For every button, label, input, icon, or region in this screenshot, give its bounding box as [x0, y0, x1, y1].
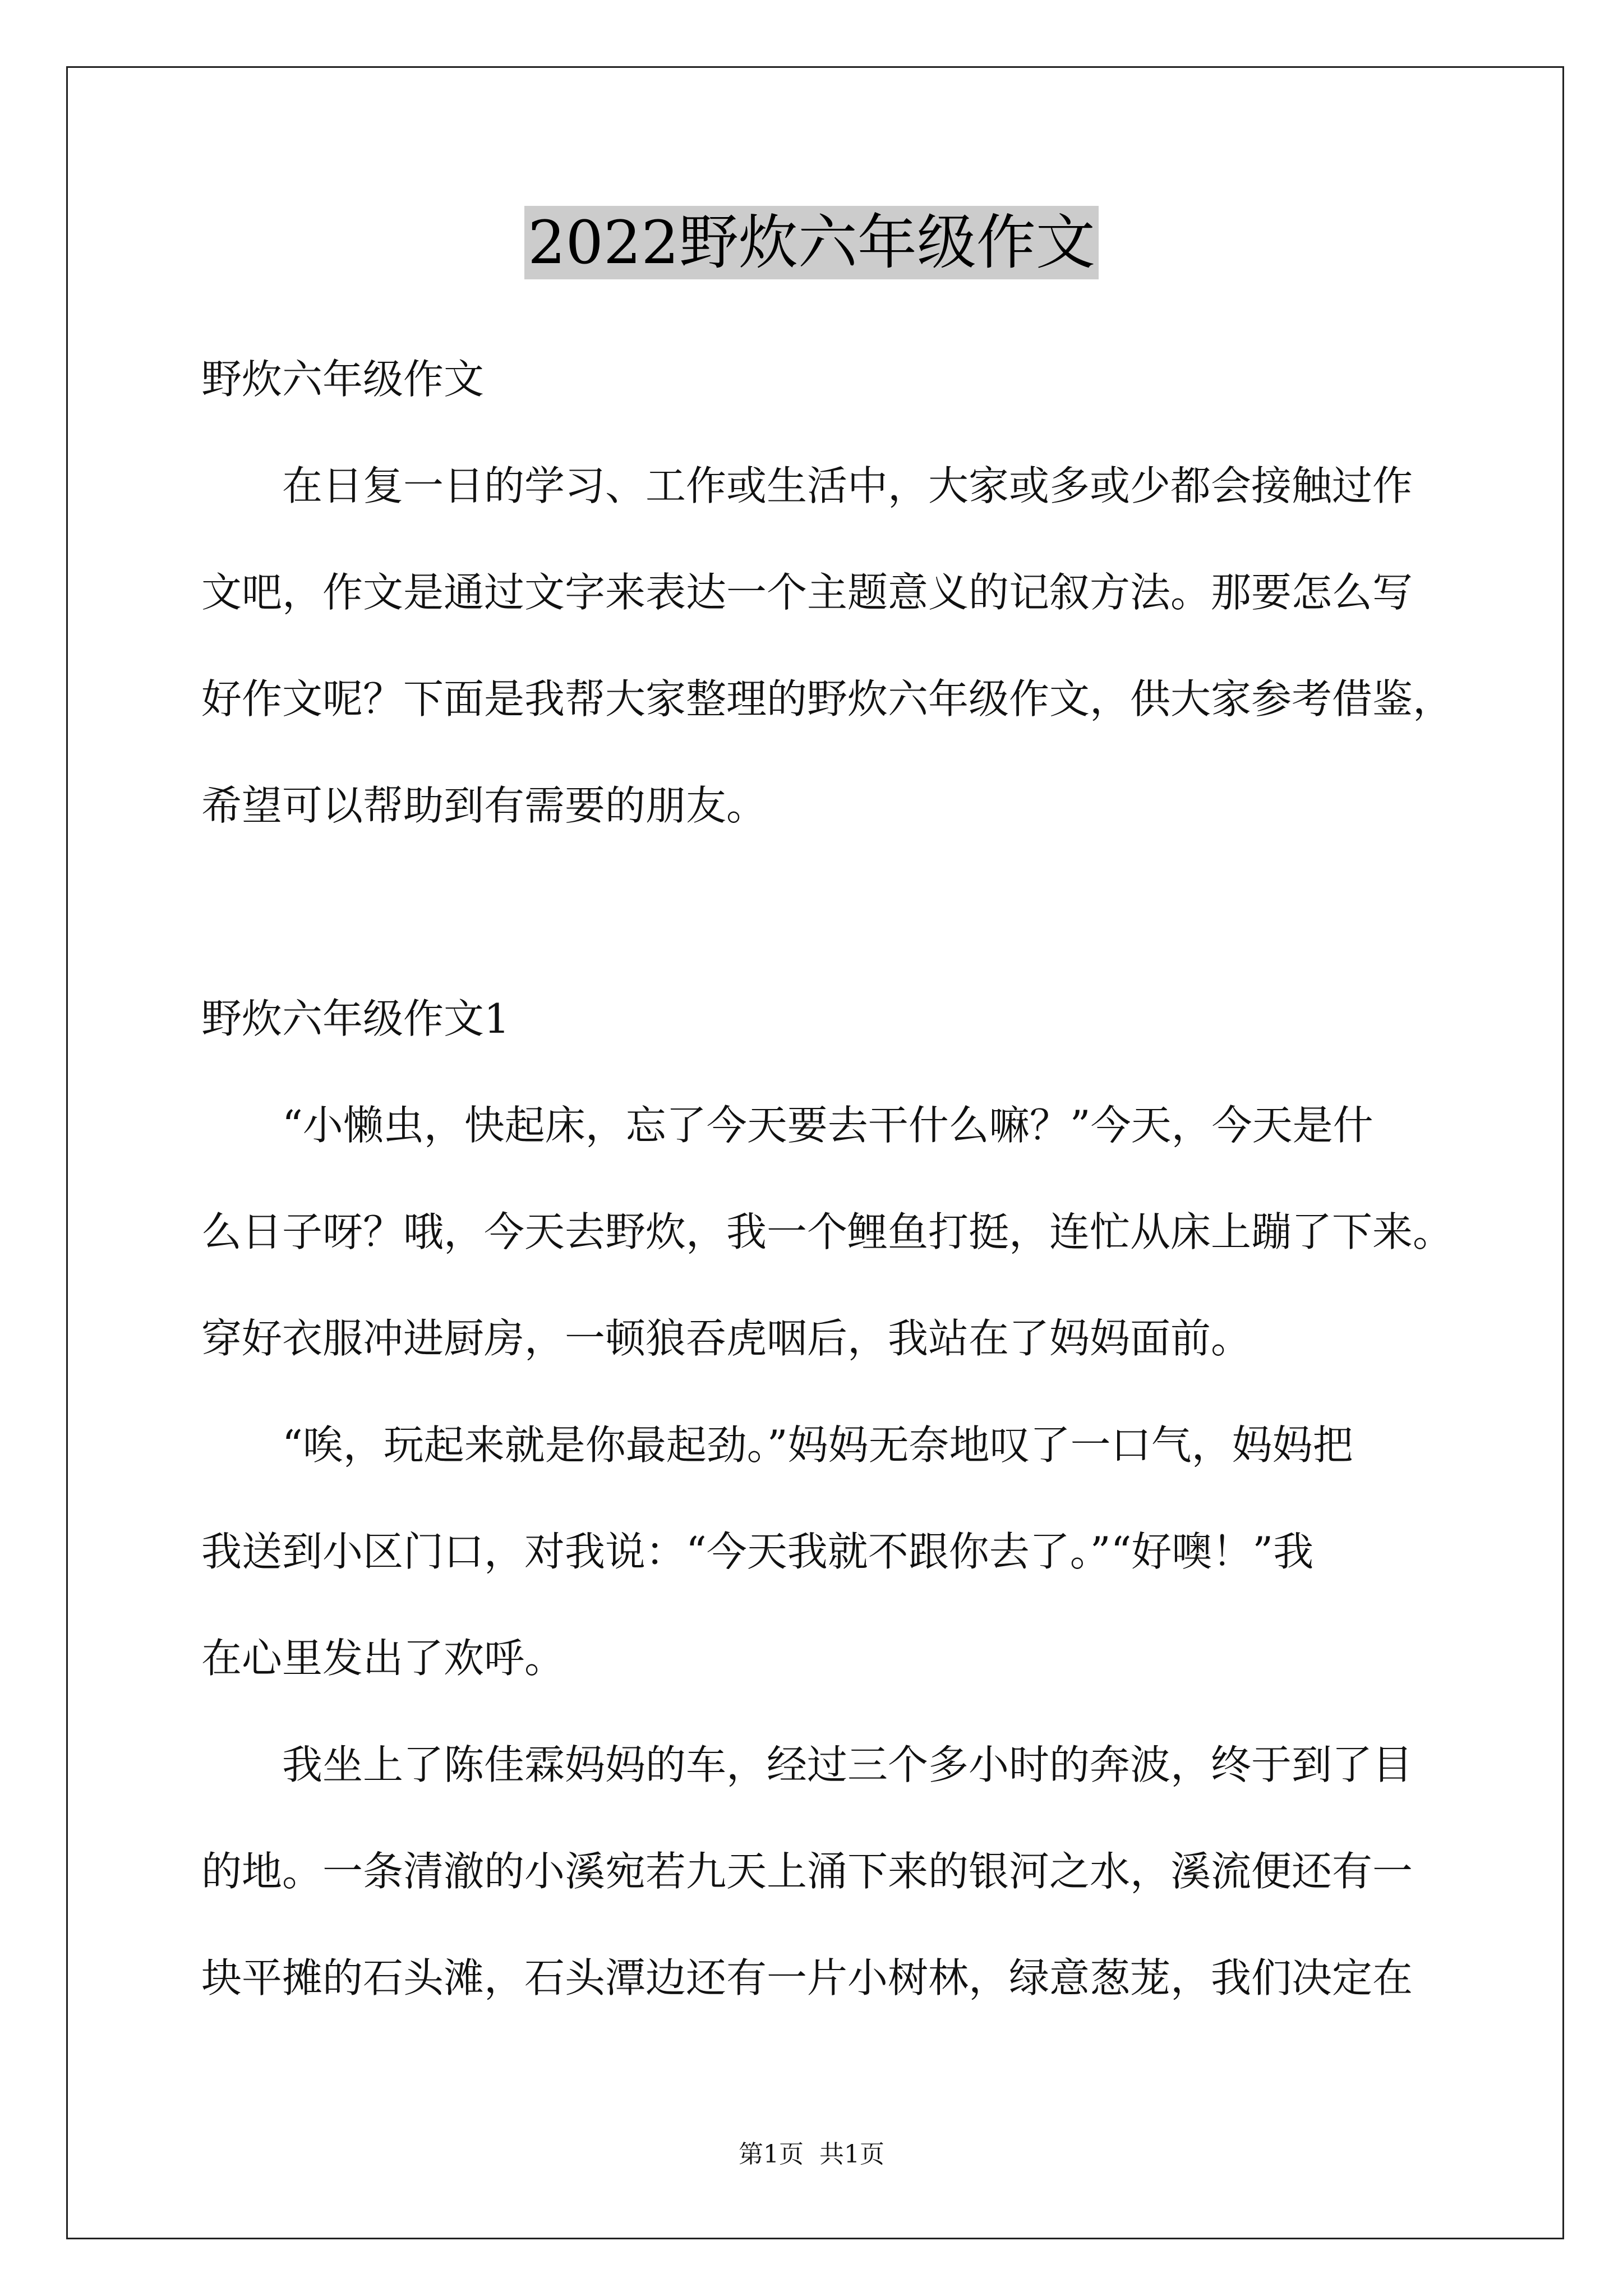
paragraph-line: 好作文呢？下面是我帮大家整理的野炊六年级作文，供大家参考借鉴，	[201, 675, 1454, 723]
paragraph-line: 块平摊的石头滩，石头潭边还有一片小树林，绿意葱茏，我们决定在	[201, 1954, 1413, 2001]
paragraph-line: 我送到小区门口，对我说：“今天我就不跟你去了。”“好噢！”我	[201, 1528, 1314, 1575]
title-area	[0, 206, 1623, 279]
paragraph-line: 希望可以帮助到有需要的朋友。	[201, 782, 767, 829]
paragraph	[201, 1392, 1525, 1711]
paragraph-line: 我坐上了陈佳霖妈妈的车，经过三个多小时的奔波，终于到了目	[282, 1741, 1413, 1788]
paragraph-line: 么日子呀？哦，今天去野炊，我一个鲤鱼打挺，连忙从床上蹦了下来。	[201, 1208, 1454, 1255]
section-heading: 野炊六年级作文1	[201, 995, 510, 1042]
blank-line	[201, 859, 1525, 965]
paragraph	[201, 1711, 1525, 2031]
paragraph-line: 穿好衣服冲进厨房，一顿狼吞虎咽后，我站在了妈妈面前。	[201, 1315, 1252, 1362]
paragraph	[201, 1072, 1525, 1392]
paragraph-line: 在日复一日的学习、工作或生活中，大家或多或少都会接触过作	[282, 462, 1413, 509]
paragraph-line: 在心里发出了欢呼。	[201, 1635, 565, 1682]
document-title: 2022野炊六年级作文	[524, 206, 1099, 279]
page-footer: 第1页 共1页	[739, 2140, 884, 2169]
intro-paragraph	[201, 432, 1525, 859]
document-subtitle: 野炊六年级作文	[201, 356, 485, 403]
paragraph-line: 的地。一条清澈的小溪宛若九天上涌下来的银河之水，溪流便还有一	[201, 1848, 1413, 1895]
document-body	[201, 326, 1525, 2031]
paragraph-line: “唉，玩起来就是你最起劲。”妈妈无奈地叹了一口气，妈妈把	[282, 1421, 1353, 1469]
paragraph-line: 文吧，作文是通过文字来表达一个主题意义的记叙方法。那要怎么写	[201, 569, 1413, 616]
paragraph-line: “小懒虫，快起床，忘了今天要去干什么嘛？”今天，今天是什	[282, 1102, 1373, 1149]
